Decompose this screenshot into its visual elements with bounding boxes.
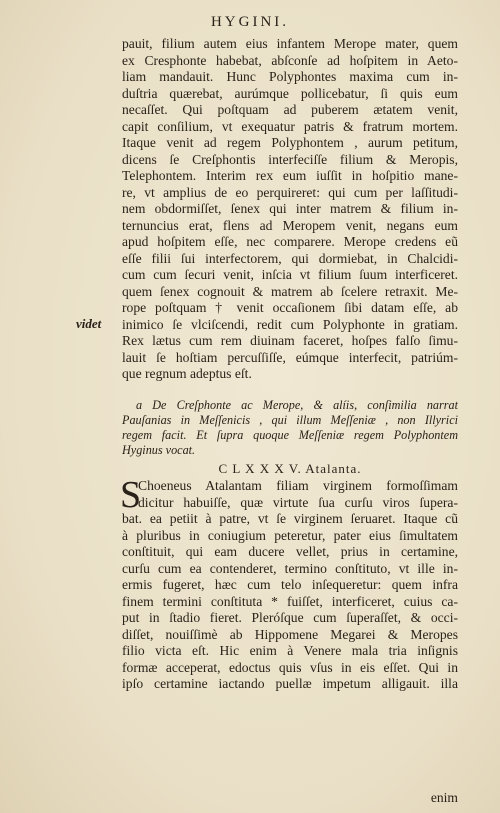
text-line: ermis fugeret, hæc cum telo inſequeretur: quem infra bbox=[122, 577, 458, 592]
text-line: apud hoſpitem eſſe, nec comparere. Merope credens eũ bbox=[122, 234, 458, 249]
text-line: curſu cum ea contenderet, termino conſtituto, vt ille in- bbox=[122, 560, 458, 576]
main-text bbox=[122, 36, 458, 383]
text-line: que regnum adeptus eſt. bbox=[122, 366, 252, 381]
text-line: dicens ſe Creſphontis interfeciſſe filium & Meropis, bbox=[122, 151, 458, 167]
catchword: enim bbox=[430, 790, 458, 805]
text-line: lauit ſe hoſtiam percuſſiſſe, eúmque interfecit, patriúm- bbox=[122, 349, 458, 365]
dropcap-initial: S bbox=[120, 474, 142, 516]
text-line: put in ſtadio fieret. Pleróſque cum ſuperaſſet, & occi- bbox=[122, 610, 458, 625]
text-line: Telephontem. Interim rex eum iuſſit in hoſpitio mane- bbox=[122, 168, 458, 183]
text-line: a De Creſphonte ac Merope, & alíis, conſimilia narrat bbox=[136, 398, 458, 412]
text-line: capit conſilium, vt exequatur patris & fratrum mortem. bbox=[122, 118, 458, 134]
text-line: Itaque venit ad regem Polyphontem , aurum petitum, bbox=[122, 135, 458, 150]
text-line: Hyginus vocat. bbox=[122, 443, 196, 457]
text-line: dicitur habuiſſe, quæ virtute ſua curſu viros ſupera- bbox=[138, 494, 458, 510]
text-line: cum cum ſecuri venit, inſcia vt filium ſuum interficeret. bbox=[122, 267, 458, 282]
text-line: ex Cresphonte habebat, abſconſe ad hoſpitem in Aeto- bbox=[122, 52, 458, 68]
text-line: eſſe filii ſui interfectorem, qui dormiebat, in Chalcidi- bbox=[122, 250, 458, 266]
text-line: regem facit. Et ſupra quoque Meſſeniæ regem Polyphontem bbox=[122, 428, 458, 442]
text-line: Rex lætus cum rem diuinam faceret, hoſpes falſo ſimu- bbox=[122, 333, 458, 348]
margin-note: videt bbox=[76, 316, 102, 331]
chapter-heading: C L X X X V. Atalanta. bbox=[218, 461, 362, 476]
text-line: pauit, filium autem eius infantem Merope mater, quem bbox=[122, 36, 458, 51]
text-line: finem termini conſtituta * fuiſſet, interficeret, cuius ca- bbox=[122, 593, 458, 609]
running-head: HYGINI. bbox=[210, 14, 290, 30]
text-line: ternuncius erat, flens ad Meropem venit, negans eum bbox=[122, 217, 458, 233]
section-text bbox=[120, 474, 458, 693]
footnote bbox=[122, 398, 458, 458]
text-line: quem ſenex cognouit & matrem ab ſcelere retraxit. Me- bbox=[122, 283, 458, 299]
text-line: necaſſet. Qui poſtquam ad puberem ætatem venit, bbox=[122, 102, 458, 117]
text-line: inimico ſe vlciſcendi, redit cum Polyphonte in gratiam. bbox=[122, 316, 458, 332]
text-line: nem obdormiſſet, ſenex qui inter matrem & filium in- bbox=[122, 201, 458, 216]
text-line: rope poſtquam † venit occaſionem ſibi datam eſſe, ab bbox=[122, 300, 458, 315]
text-line: duſtria quærebat, aurúmque pollicebatur, ſi quis eum bbox=[122, 85, 458, 101]
text-line: bat. ea petiit à patre, vt ſe virginem ſeruaret. Itaque cũ bbox=[122, 511, 458, 526]
text-line: re, vt amplius de eo perquireret: qui cum per laſſitudi- bbox=[122, 184, 458, 200]
text-line: diſſet, nouiſſimè ab Hippomene Megarei & Meropes bbox=[122, 626, 458, 642]
text-line: ipſo certamine iactando puellæ impetum alligauit. illa bbox=[122, 676, 458, 691]
text-line: formæ acceperat, edoctus quis vſus in eis eſſet. Qui in bbox=[122, 659, 458, 675]
text-line: Pauſanias in Meſſenicis , qui illum Meſſeniæ , non Illyrici bbox=[122, 413, 458, 427]
text-line: liam mandauit. Hunc Polyphontes maxima cum in- bbox=[122, 69, 458, 84]
text-line: à pluribus in coniugium peteretur, pater eius ſimultatem bbox=[122, 527, 458, 543]
text-line: filio victa eſt. Hic enim à Venere mala tria inſignis bbox=[122, 643, 458, 658]
text-line: Choeneus Atalantam filiam virginem formoſſimam bbox=[138, 478, 458, 493]
text-line: conſtituit, qui eam ducere vellet, prius in certamine, bbox=[122, 544, 458, 559]
